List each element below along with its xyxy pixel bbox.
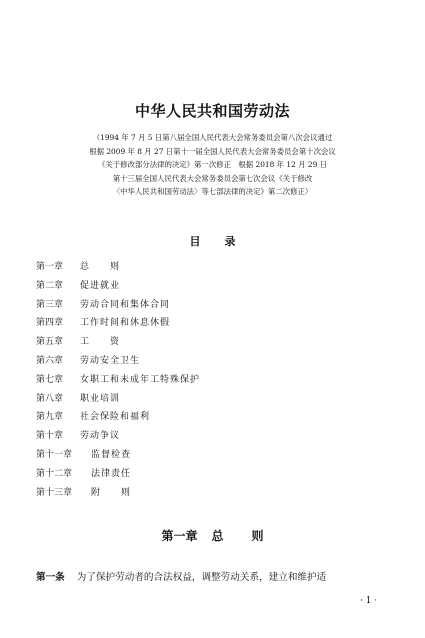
toc-item [36, 371, 336, 390]
toc-chapter-title: 监督检查 [91, 449, 132, 460]
article-paragraph [36, 569, 396, 583]
toc-heading-char: 录 [224, 235, 236, 248]
toc-chapter-number: 第二章 [36, 280, 64, 291]
toc-chapter-number: 第五章 [36, 337, 64, 348]
toc-item [36, 427, 336, 446]
toc-item [36, 446, 336, 465]
toc-chapter-title: 工 资 [80, 337, 121, 348]
chapter-heading-number: 第一章 [161, 529, 198, 543]
toc-chapter-title: 社会保险和福利 [80, 412, 151, 423]
toc-chapter-number: 第七章 [36, 374, 64, 385]
toc-chapter-title: 劳动安全卫生 [80, 355, 141, 366]
preamble-line: （1994 年 7 月 5 日第八届全国人民代表大会常务委员会第八次会议通过 [92, 133, 333, 142]
toc-item [36, 333, 336, 352]
chapter-heading-title: 则 [251, 529, 264, 543]
toc-chapter-title: 总 则 [80, 262, 121, 272]
table-of-contents [36, 258, 336, 502]
preamble-line: 《关于修改部分法律的决定》第一次修正 根据 2018 年 12 月 29 日 [97, 160, 328, 169]
toc-item [36, 465, 336, 484]
chapter-heading-title: 总 [211, 529, 224, 543]
toc-chapter-number: 第十二章 [36, 468, 73, 479]
toc-chapter-title: 法律责任 [91, 468, 132, 479]
toc-chapter-title: 附 则 [91, 487, 132, 498]
toc-chapter-number: 第一章 [36, 262, 64, 272]
toc-chapter-number: 第十三章 [36, 487, 73, 498]
toc-chapter-number: 第八章 [36, 393, 64, 404]
toc-item [36, 296, 336, 315]
toc-chapter-number: 第十章 [36, 431, 64, 442]
toc-item [36, 484, 336, 503]
toc-heading [0, 233, 425, 249]
toc-chapter-title: 劳动合同和集体合同 [80, 299, 171, 310]
toc-chapter-number: 第四章 [36, 318, 64, 329]
toc-chapter-number: 第六章 [36, 355, 64, 366]
page-number: · 1 · [360, 596, 378, 606]
preamble-line: 根据 2009 年 8 月 27 日第十一届全国人民代表大会常务委员会第十次会议 [89, 146, 336, 156]
toc-chapter-title: 女职工和未成年工特殊保护 [80, 374, 201, 385]
toc-chapter-title: 工作时间和休息休假 [80, 318, 171, 329]
toc-item [36, 352, 336, 371]
toc-chapter-title: 劳动争议 [80, 431, 121, 442]
toc-item [36, 408, 336, 427]
article-label: 第一条 [36, 572, 65, 583]
toc-item [36, 277, 336, 296]
toc-heading-char: 目 [189, 235, 201, 248]
enactment-preamble [20, 131, 405, 199]
law-title: 中华人民共和国劳动法 [134, 102, 290, 120]
toc-chapter-title: 职业培训 [80, 393, 121, 404]
preamble-line: 〈中华人民共和国劳动法〉等七部法律的决定》第二次修正） [112, 187, 313, 196]
toc-item [36, 314, 336, 333]
article-text: 为了保护劳动者的合法权益，调整劳动关系，建立和维护适 [76, 572, 327, 583]
toc-chapter-title: 促进就业 [80, 280, 121, 291]
toc-chapter-number: 第九章 [36, 412, 64, 423]
toc-item [36, 258, 336, 277]
toc-chapter-number: 第三章 [36, 299, 64, 310]
toc-chapter-number: 第十一章 [36, 449, 73, 460]
toc-item [36, 390, 336, 409]
preamble-line: 第十三届全国人民代表大会常务委员会第七次会议《关于修改 [112, 173, 313, 183]
chapter-heading [0, 527, 425, 544]
